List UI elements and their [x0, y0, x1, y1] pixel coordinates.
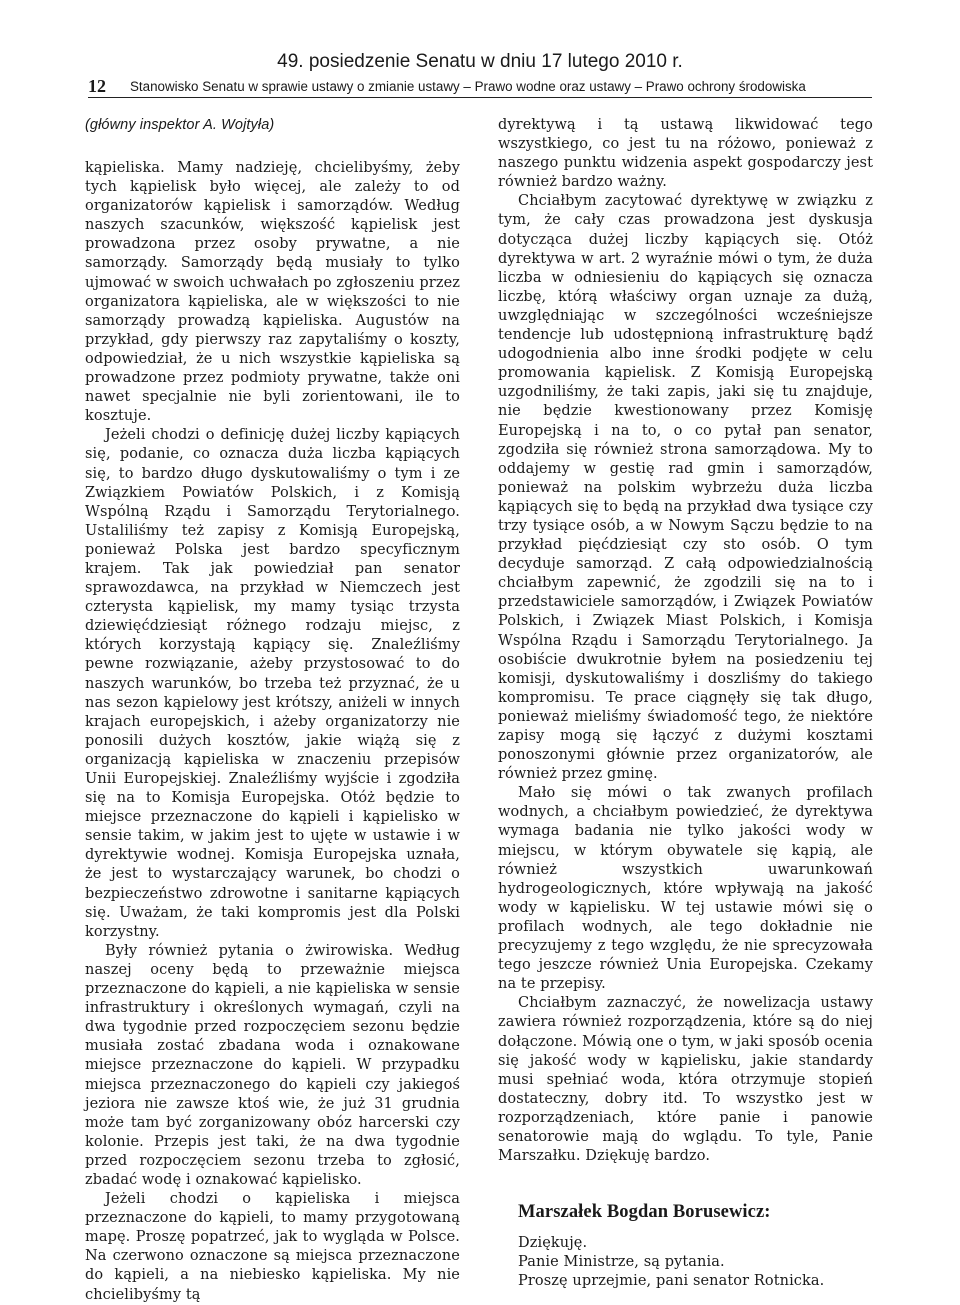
statement-line: Dziękuję. — [518, 1235, 588, 1252]
statement-line: Proszę uprzejmie, pani senator Rotnicka. — [518, 1273, 825, 1290]
speaker-name: Marszałek Bogdan Borusewicz: — [518, 1202, 771, 1223]
paragraph: Jeżeli chodzi o kąpieliska i miejsca przeznaczone do kąpieli, to mamy przygotowaną mapę. Proszę popatrzeć, jak to wygląda w Polsce. Na czerwono oznaczone są miejsca przeznaczone do kąpieli, a na niebiesko kąpieliska. My nie chcielibyśmy tą — [85, 1191, 460, 1303]
paragraph: Chciałbym zacytować dyrektywę w związku z tym, że cały czas prowadzona jest dyskusja dotycząca dużej liczby kąpiących się. Otóż dyrektywa w art. 2 wyraźnie mówi o tym, że duża liczba w odniesieniu do kąpiących się oznacza liczbę, którą właściwy organ uznaje za dużą, uwzględniając w szczególności wcześniejsze tendencje lub udostępnioną infrastrukturę bądź udogodnienia albo inne środki podjęte w celu promowania kąpielisk. Z Komisją Europejską uzgodniliśmy, że taki zapis, jaki się tu znajduje, nie będzie kwestionowany przez Komisję Europejską i na to, o co pytał pan senator, zgodziła się również strona samorządowa. My to oddajemy w gestię rad gmin i samorządów, ponieważ na polskim wybrzeżu duża liczba kąpiących się to będą na przykład dwa tysiące czy trzy tysiące osób, a w Nowym Sączu będzie to na przykład pięćdziesiąt czy sto osób. O tym decyduje samorząd. Z całą odpowiedzialnością chciałbym zapewnić, że zgodzili się na to i przedstawiciele samorządów, i Związek Powiatów Polskich, i Związek Miast Polskich, i Komisja Wspólna Rządu i Samorządu Terytorialnego. Ja osobiście dwukrotnie byłem na posiedzeniu tej komisji, dyskutowaliśmy i doszliśmy do takiego kompromisu. Te prace ciągnęły się tak długo, ponieważ mieliśmy świadomość tego, że niektóre zapisy mogą się łączyć z dużymi kosztami ponoszonymi głównie przez organizatorów, ale również przez gminę. — [498, 193, 873, 783]
speaker-tag: (główny inspektor A. Wojtyła) — [85, 117, 275, 133]
paragraph: Były również pytania o żwirowiska. Według naszej oceny będą to przeważnie miejsca przeznaczone do kąpieli, a nie kąpieliska w sensie infrastruktury i określonych wymagań, czyli na dwa tygodnie przed rozpoczęciem sezonu będzie musiała zostać zbadana woda i oznakowane miejsce przeznaczone do kąpieli. W przypadku miejsca przeznaczonego do kąpieli czy jakiegoś jeziora nie zawsze ktoś wie, że już 31 grudnia może tam być zorganizowany obóz harcerski czy kolonie. Przepis jest taki, że na dwa tygodnie przed rozpoczęciem sezonu trzeba to zgłosić, zbadać wodę i oznakować kąpielisko. — [85, 942, 460, 1188]
section-subtitle: Stanowisko Senatu w sprawie ustawy o zmianie ustawy – Prawo wodne oraz ustawy – Prawo ochrony środowiska — [130, 79, 806, 94]
right-column — [498, 116, 873, 1291]
statement-line: Panie Ministrze, są pytania. — [518, 1254, 725, 1271]
speaker-statement — [498, 1234, 873, 1291]
session-title: 49. posiedzenie Senatu w dniu 17 lutego 2010 r. — [277, 51, 683, 72]
paragraph: Mało się mówi o tak zwanych profilach wodnych, a chciałbym powiedzieć, że dyrektywa wymaga badania nie tylko jakości wody w miejscu, w którym obywatele się kąpią, ale również wszystkich uwarunkowań hydrogeologicznych, które wpływają na jakość wody w kąpielisku. W tej ustawie mówi się o profilach wodnych, ale tego dokładnie nie precyzujemy z tego względu, że nie sprecyzowała tego jeszcze również Unia Europejska. Czekamy na te przepisy. — [498, 785, 873, 993]
paragraph: kąpieliska. Mamy nadzieję, chcielibyśmy, żeby tych kąpielisk było więcej, ale zależy to od organizatorów kąpielisk i samorządów. Według naszych szacunków, większość kąpielisk jest prowadzona przez osoby prywatne, a nie samorządy. Samorządy będą musiały to tylko ujmować w swoich uchwałach po zgłoszeniu przez organizatora kąpieliska, ale w większości to nie samorządy prowadzą kąpieliska. Augustów na przykład, gdy pierwszy raz zapytaliśmy o koszty, odpowiedział, że u nich wszystkie kąpieliska są prowadzone przez podmioty prywatne, także oni nawet specjalnie nie byli zorientowani, ile to kosztuje. — [85, 160, 460, 425]
header-divider — [88, 97, 872, 98]
paragraph: dyrektywą i tą ustawą likwidować tego wszystkiego, co jest tu na różowo, ponieważ z naszego punktu widzenia aspekt gospodarczy jest również bardzo ważny. — [498, 117, 873, 191]
paragraph: Jeżeli chodzi o definicję dużej liczby kąpiących się, podanie, co oznacza duża liczba kąpiących się, to bardzo długo dyskutowaliśmy o tym i ze Związkiem Powiatów Polskich, i z Komisją Wspólną Rządu i Samorządu Terytorialnego. Ustaliliśmy też zapisy z Komisją Europejską, ponieważ Polska jest bardzo specyficznym krajem. Tak jak powiedział pan senator sprawozdawca, na przykład w Niemczech jest czterysta kąpielisk, my mamy tysiąc trzysta dziewięćdziesiąt różnego rodzaju miejsc, z których korzystają kąpiący się. Znaleźliśmy pewne rozwiązanie, ażeby przystosować to do naszych warunków, bo trzeba też przyznać, że u nas sezon kąpielowy jest krótszy, aniżeli w innych krajach europejskich, i ażeby organizatorzy nie ponosili dużych kosztów, jakie wiążą się z organizacją kąpieliska w znaczeniu przepisów Unii Europejskiej. Znaleźliśmy wyjście i zgodziła się na to Komisja Europejska. Otóż będzie to miejsce przeznaczone do kąpieli i kąpielisko w sensie takim, w jakim jest to ujęte w ustawie i w dyrektywie wodnej. Komisja Europejska uznała, że jest to wystarczający warunek, bo chodzi o bezpieczeństwo zdrowotne i sanitarne kąpiących się. Uważam, że taki kompromis jest dla Polski korzystny. — [85, 427, 460, 940]
page-number: 12 — [88, 76, 106, 96]
paragraph: Chciałbym zaznaczyć, że nowelizacja ustawy zawiera również rozporządzenia, które są do niej dołączone. Mówią one o tym, w jaki sposób ocenia się jakość wody w kąpielisku, jakie standardy musi spełniać woda, która otrzymuje stopień dostateczny, dobry itd. To wszystko jest w rozporządzeniach, które panie i panowie senatorowie mają do wglądu. To tyle, Panie Marszałku. Dziękuję bardzo. — [498, 995, 874, 1165]
left-column — [85, 116, 460, 1305]
